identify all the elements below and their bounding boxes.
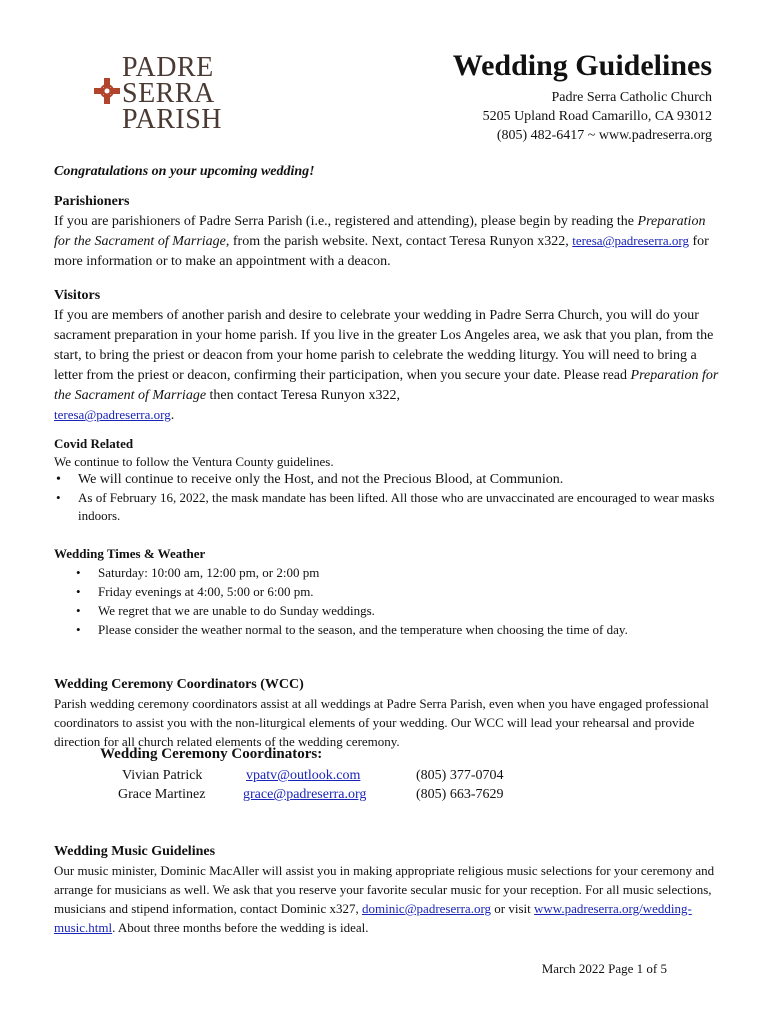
- wcc-heading: Wedding Ceremony Coordinators (WCC): [54, 677, 304, 692]
- parishioners-section: [54, 192, 722, 272]
- visitors-email-link[interactable]: teresa@padreserra.org: [54, 407, 171, 422]
- parish-logo: [92, 52, 223, 138]
- music-text-1: Our music minister, Dominic MacAller will assist you in making appropriate religious music selections for your ceremony and arrange for musicians as well. We ask that you reserve your favorite secular music for your reception. For all music selections, musicians and stipend information, contact Dominic x327,: [54, 863, 715, 916]
- logo-word-3: PARISH: [122, 104, 223, 135]
- list-item: • As of February 16, 2022, the mask mandate has been lifted. All those who are unvaccinated are encouraged to wear masks indoors.: [54, 489, 722, 525]
- celtic-cross-icon: [94, 78, 120, 104]
- list-item: • Friday evenings at 4:00, 5:00 or 6:00 pm.: [54, 582, 722, 601]
- congrats-line: Congratulations on your upcoming wedding!: [54, 164, 315, 179]
- logo-word-1: PADRE: [122, 52, 214, 83]
- music-text: [54, 861, 722, 937]
- parishioners-text: [54, 212, 722, 272]
- music-section: [54, 842, 722, 937]
- list-item: • We regret that we are unable to do Sunday weddings.: [54, 601, 722, 620]
- coordinator-name: Grace Martinez: [118, 787, 206, 802]
- visitors-text-3: .: [170, 408, 175, 423]
- list-item: • Please consider the weather normal to the season, and the temperature when choosing the time of day.: [54, 620, 722, 639]
- music-text-3: . About three months before the wedding is ideal.: [112, 920, 369, 935]
- covid-heading: Covid Related: [54, 436, 134, 451]
- parishioners-heading: Parishioners: [54, 194, 130, 209]
- list-item: • We will continue to receive only the Host, and not the Precious Blood, at Communion.: [54, 471, 722, 489]
- logo-word-2: SERRA: [122, 78, 215, 109]
- coordinator-phone: (805) 663-7629: [416, 787, 504, 802]
- covid-list: [54, 471, 722, 525]
- coordinator-phone: (805) 377-0704: [416, 768, 504, 783]
- visitors-heading: Visitors: [54, 288, 101, 303]
- coordinator-email-link[interactable]: vpatv@outlook.com: [246, 768, 361, 783]
- parishioners-text-3: for more information or to make an appointment with a deacon.: [54, 234, 709, 269]
- parishioners-text-2: , from the parish website. Next, contact Teresa Runyon x322,: [225, 234, 569, 249]
- church-name: Padre Serra Catholic Church: [551, 90, 712, 105]
- wcc-text: Parish wedding ceremony coordinators assist at all weddings at Padre Serra Parish, even when you have engaged professional coordinators to assist you with the non-liturgical elements of your wedding. Our WCC will lead your rehearsal and provide direction for all church related elements of the wedding ceremony.: [54, 696, 709, 749]
- music-page-link[interactable]: www.padreserra.org/wedding-music.html: [54, 901, 692, 935]
- music-email-link[interactable]: dominic@padreserra.org: [361, 901, 492, 916]
- coordinator-name: Vivian Patrick: [122, 768, 203, 783]
- visitors-text-2: then contact Teresa Runyon x322,: [206, 388, 400, 403]
- list-item: • Saturday: 10:00 am, 12:00 pm, or 2:00 pm: [54, 563, 722, 582]
- times-list: [54, 563, 722, 639]
- wcc-section: [54, 675, 722, 751]
- covid-intro: We continue to follow the Ventura County guidelines.: [54, 454, 334, 469]
- visitors-doc-title: Preparation for the Sacrament of Marriage: [54, 368, 719, 403]
- times-section: [54, 544, 722, 639]
- music-heading: Wedding Music Guidelines: [54, 844, 216, 859]
- church-contact: (805) 482-6417 ~ www.padreserra.org: [496, 128, 712, 143]
- parishioners-doc-title: Preparation for the Sacrament of Marriage: [54, 214, 706, 249]
- visitors-section: [54, 286, 722, 426]
- times-heading: Wedding Times & Weather: [54, 546, 206, 561]
- page-footer: March 2022 Page 1 of 5: [541, 961, 667, 976]
- parishioners-email-link[interactable]: teresa@padreserra.org: [572, 233, 689, 248]
- covid-section: [54, 435, 722, 525]
- church-address: 5205 Upland Road Camarillo, CA 93012: [482, 109, 712, 124]
- parishioners-text-1: If you are parishioners of Padre Serra Parish (i.e., registered and attending), please begin by reading the: [54, 214, 635, 229]
- coordinators-title: Wedding Ceremony Coordinators:: [100, 746, 323, 762]
- music-text-2: or visit: [491, 901, 535, 916]
- coordinator-email-link[interactable]: grace@padreserra.org: [243, 787, 367, 802]
- visitors-text: [54, 306, 722, 426]
- visitors-text-1: If you are members of another parish and desire to celebrate your wedding in Padre Serra Church, you will do your sacrament preparation in your home parish. If you live in the greater Los Angeles area, we ask that you plan, from the start, to bring the priest or deacon from your home parish to celebrate the wedding liturgy. You will need to bring a letter from the priest or deacon, confirming their participation, when you secure your date. Please read: [54, 308, 714, 383]
- page-title: Wedding Guidelines: [452, 49, 712, 82]
- document-header: [453, 48, 712, 145]
